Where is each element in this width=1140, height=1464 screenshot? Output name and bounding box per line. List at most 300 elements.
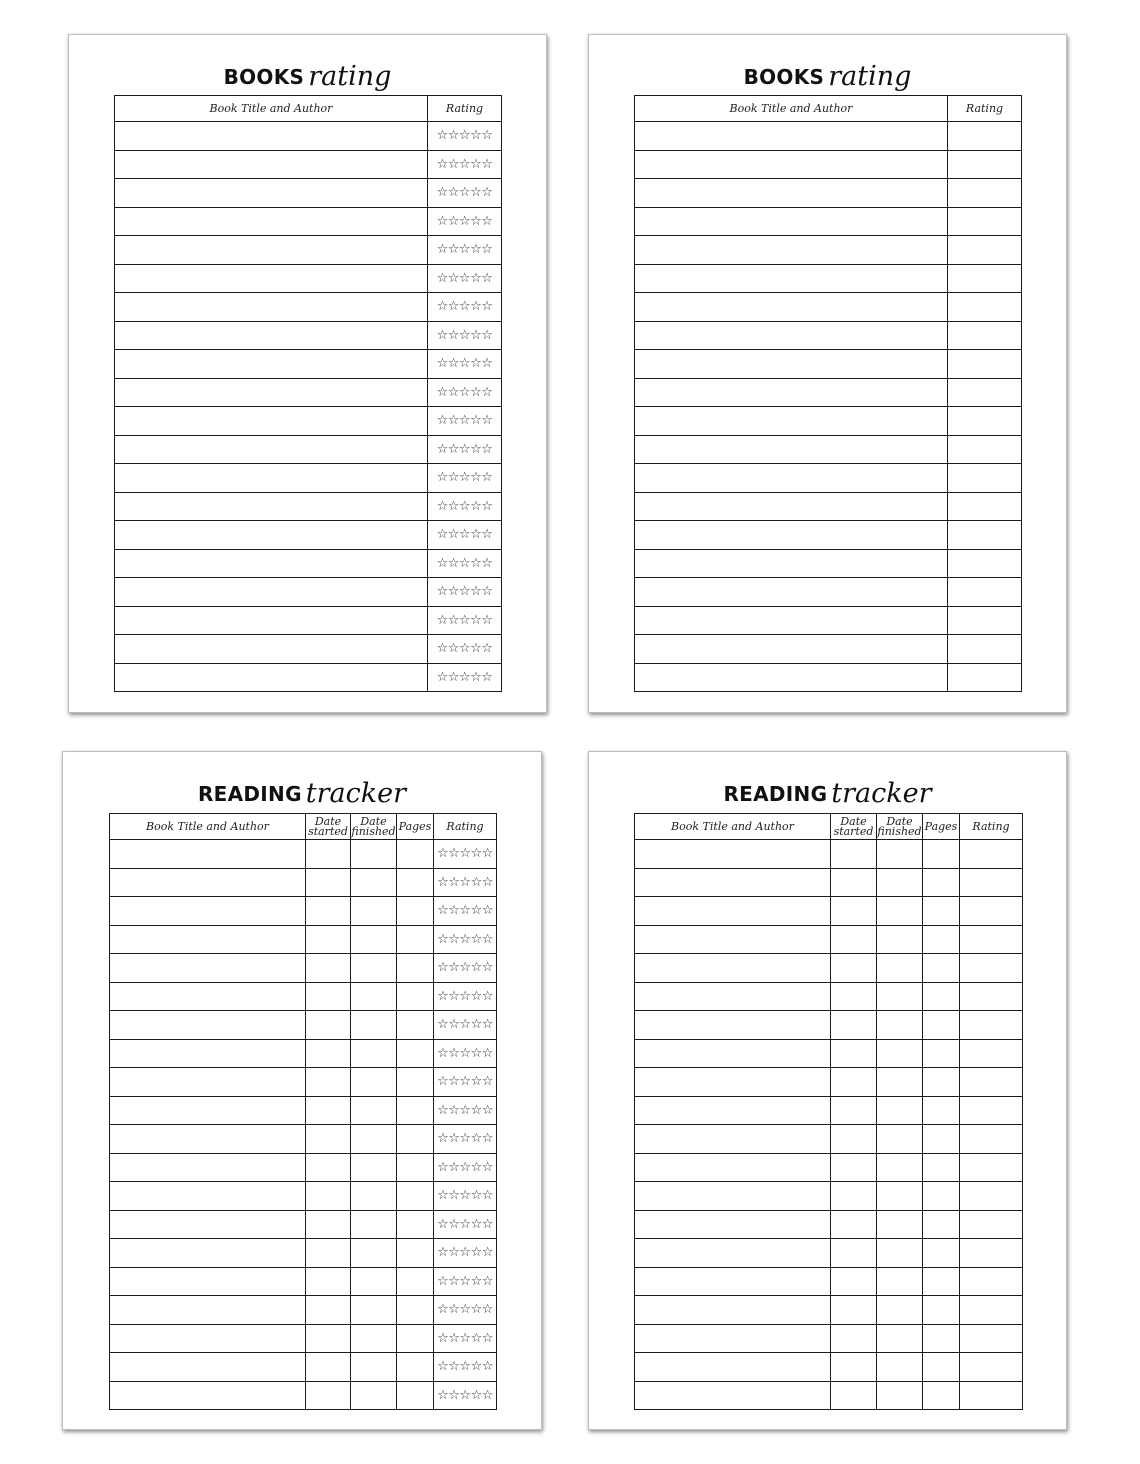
cell-date-started[interactable] bbox=[831, 1353, 877, 1382]
cell-pages[interactable] bbox=[397, 1296, 434, 1325]
cell-date-finished[interactable] bbox=[877, 1239, 923, 1268]
star-rating-icon[interactable]: ☆☆☆☆☆ bbox=[434, 1068, 497, 1097]
cell-book-title-and-author[interactable] bbox=[110, 982, 306, 1011]
cell-date-finished[interactable] bbox=[351, 954, 397, 983]
cell-date-started[interactable] bbox=[831, 1210, 877, 1239]
cell-pages[interactable] bbox=[397, 1239, 434, 1268]
cell-pages[interactable] bbox=[923, 954, 960, 983]
cell-date-finished[interactable] bbox=[877, 1096, 923, 1125]
cell-date-started[interactable] bbox=[306, 1153, 351, 1182]
star-rating-icon[interactable]: ☆☆☆☆☆ bbox=[434, 868, 497, 897]
cell-book-title-and-author[interactable] bbox=[635, 1068, 831, 1097]
cell-rating[interactable] bbox=[960, 1182, 1023, 1211]
star-rating-icon[interactable]: ☆☆☆☆☆ bbox=[434, 925, 497, 954]
star-rating-icon[interactable]: ☆☆☆☆☆ bbox=[434, 1296, 497, 1325]
cell-book-title-and-author[interactable] bbox=[635, 868, 831, 897]
cell-date-started[interactable] bbox=[306, 1096, 351, 1125]
cell-pages[interactable] bbox=[923, 897, 960, 926]
cell-book-title-and-author[interactable] bbox=[635, 521, 948, 550]
cell-rating[interactable] bbox=[960, 1239, 1023, 1268]
cell-date-finished[interactable] bbox=[351, 868, 397, 897]
cell-book-title-and-author[interactable] bbox=[115, 435, 428, 464]
cell-pages[interactable] bbox=[923, 1267, 960, 1296]
cell-book-title-and-author[interactable] bbox=[635, 549, 948, 578]
cell-pages[interactable] bbox=[397, 897, 434, 926]
cell-book-title-and-author[interactable] bbox=[635, 321, 948, 350]
cell-date-started[interactable] bbox=[831, 868, 877, 897]
cell-date-started[interactable] bbox=[306, 868, 351, 897]
cell-date-started[interactable] bbox=[831, 1039, 877, 1068]
cell-book-title-and-author[interactable] bbox=[635, 954, 831, 983]
table-row bbox=[110, 1182, 497, 1211]
cell-date-started[interactable] bbox=[831, 1324, 877, 1353]
star-rating-icon[interactable]: ☆☆☆☆☆ bbox=[434, 1125, 497, 1154]
cell-pages[interactable] bbox=[923, 868, 960, 897]
table-row bbox=[115, 407, 502, 436]
cell-book-title-and-author[interactable] bbox=[635, 1353, 831, 1382]
cell-date-finished[interactable] bbox=[351, 1011, 397, 1040]
cell-book-title-and-author[interactable] bbox=[115, 150, 428, 179]
cell-book-title-and-author[interactable] bbox=[635, 1210, 831, 1239]
star-rating-icon[interactable]: ☆☆☆☆☆ bbox=[434, 982, 497, 1011]
cell-rating[interactable] bbox=[960, 897, 1023, 926]
cell-date-started[interactable] bbox=[831, 1068, 877, 1097]
cell-rating[interactable] bbox=[960, 1381, 1023, 1410]
cell-date-started[interactable] bbox=[831, 840, 877, 869]
cell-book-title-and-author[interactable] bbox=[635, 293, 948, 322]
cell-pages[interactable] bbox=[397, 1068, 434, 1097]
cell-book-title-and-author[interactable] bbox=[635, 1239, 831, 1268]
cell-date-finished[interactable] bbox=[877, 1296, 923, 1325]
cell-book-title-and-author[interactable] bbox=[110, 954, 306, 983]
cell-date-finished[interactable] bbox=[877, 1267, 923, 1296]
cell-book-title-and-author[interactable] bbox=[110, 1182, 306, 1211]
star-rating-icon[interactable]: ☆☆☆☆☆ bbox=[434, 1096, 497, 1125]
cell-pages[interactable] bbox=[397, 1011, 434, 1040]
star-rating-icon[interactable]: ☆☆☆☆☆ bbox=[434, 1182, 497, 1211]
cell-rating[interactable] bbox=[948, 293, 1022, 322]
cell-pages[interactable] bbox=[397, 982, 434, 1011]
cell-rating[interactable] bbox=[960, 1068, 1023, 1097]
cell-rating[interactable] bbox=[960, 1125, 1023, 1154]
cell-date-finished[interactable] bbox=[351, 925, 397, 954]
cell-book-title-and-author[interactable] bbox=[635, 1039, 831, 1068]
star-rating-icon[interactable]: ☆☆☆☆☆ bbox=[428, 122, 502, 151]
cell-date-finished[interactable] bbox=[877, 840, 923, 869]
star-rating-icon[interactable]: ☆☆☆☆☆ bbox=[434, 1239, 497, 1268]
table-row bbox=[635, 378, 1022, 407]
cell-book-title-and-author[interactable] bbox=[110, 1296, 306, 1325]
cell-pages[interactable] bbox=[397, 925, 434, 954]
cell-rating[interactable] bbox=[948, 236, 1022, 265]
star-rating-icon[interactable]: ☆☆☆☆☆ bbox=[428, 293, 502, 322]
star-rating-icon[interactable]: ☆☆☆☆☆ bbox=[428, 236, 502, 265]
cell-pages[interactable] bbox=[397, 1182, 434, 1211]
cell-date-started[interactable] bbox=[831, 897, 877, 926]
cell-date-started[interactable] bbox=[306, 954, 351, 983]
cell-pages[interactable] bbox=[923, 1381, 960, 1410]
cell-pages[interactable] bbox=[923, 1210, 960, 1239]
cell-date-finished[interactable] bbox=[351, 1381, 397, 1410]
cell-book-title-and-author[interactable] bbox=[635, 1296, 831, 1325]
table-row bbox=[110, 982, 497, 1011]
cell-pages[interactable] bbox=[397, 1125, 434, 1154]
cell-rating[interactable] bbox=[960, 1011, 1023, 1040]
cell-book-title-and-author[interactable] bbox=[115, 264, 428, 293]
cell-book-title-and-author[interactable] bbox=[635, 236, 948, 265]
cell-date-finished[interactable] bbox=[351, 982, 397, 1011]
star-rating-icon[interactable]: ☆☆☆☆☆ bbox=[428, 521, 502, 550]
cell-pages[interactable] bbox=[923, 1324, 960, 1353]
star-rating-icon[interactable]: ☆☆☆☆☆ bbox=[434, 1039, 497, 1068]
cell-date-started[interactable] bbox=[306, 1125, 351, 1154]
cell-pages[interactable] bbox=[923, 1353, 960, 1382]
star-rating-icon[interactable]: ☆☆☆☆☆ bbox=[434, 1324, 497, 1353]
table-row bbox=[115, 207, 502, 236]
cell-pages[interactable] bbox=[397, 954, 434, 983]
cell-rating[interactable] bbox=[948, 492, 1022, 521]
cell-date-started[interactable] bbox=[306, 897, 351, 926]
star-rating-icon[interactable]: ☆☆☆☆☆ bbox=[428, 150, 502, 179]
cell-pages[interactable] bbox=[923, 982, 960, 1011]
cell-pages[interactable] bbox=[397, 1096, 434, 1125]
cell-book-title-and-author[interactable] bbox=[635, 1153, 831, 1182]
cell-book-title-and-author[interactable] bbox=[115, 578, 428, 607]
cell-date-finished[interactable] bbox=[877, 1381, 923, 1410]
cell-rating[interactable] bbox=[948, 350, 1022, 379]
cell-date-started[interactable] bbox=[831, 1153, 877, 1182]
cell-rating[interactable] bbox=[948, 435, 1022, 464]
cell-rating[interactable] bbox=[960, 1153, 1023, 1182]
cell-date-finished[interactable] bbox=[351, 1267, 397, 1296]
cell-book-title-and-author[interactable] bbox=[635, 1182, 831, 1211]
cell-book-title-and-author[interactable] bbox=[635, 606, 948, 635]
table-row bbox=[635, 982, 1023, 1011]
cell-pages[interactable] bbox=[923, 1296, 960, 1325]
cell-rating[interactable] bbox=[960, 982, 1023, 1011]
cell-date-started[interactable] bbox=[831, 1125, 877, 1154]
cell-book-title-and-author[interactable] bbox=[635, 663, 948, 692]
star-rating-icon[interactable]: ☆☆☆☆☆ bbox=[434, 1153, 497, 1182]
cell-book-title-and-author[interactable] bbox=[635, 1267, 831, 1296]
star-rating-icon[interactable]: ☆☆☆☆☆ bbox=[428, 578, 502, 607]
cell-book-title-and-author[interactable] bbox=[115, 179, 428, 208]
table-row bbox=[115, 464, 502, 493]
cell-rating[interactable] bbox=[948, 407, 1022, 436]
cell-book-title-and-author[interactable] bbox=[115, 521, 428, 550]
cell-date-finished[interactable] bbox=[877, 1039, 923, 1068]
cell-book-title-and-author[interactable] bbox=[115, 407, 428, 436]
star-rating-icon[interactable]: ☆☆☆☆☆ bbox=[434, 1210, 497, 1239]
star-rating-icon[interactable]: ☆☆☆☆☆ bbox=[434, 1353, 497, 1382]
star-rating-icon[interactable]: ☆☆☆☆☆ bbox=[434, 1267, 497, 1296]
table-row bbox=[115, 350, 502, 379]
cell-date-started[interactable] bbox=[306, 840, 351, 869]
cell-pages[interactable] bbox=[397, 1353, 434, 1382]
cell-book-title-and-author[interactable] bbox=[635, 1096, 831, 1125]
cell-rating[interactable] bbox=[948, 635, 1022, 664]
cell-date-started[interactable] bbox=[306, 1068, 351, 1097]
star-rating-icon[interactable]: ☆☆☆☆☆ bbox=[428, 207, 502, 236]
cell-rating[interactable] bbox=[948, 464, 1022, 493]
cell-pages[interactable] bbox=[923, 1125, 960, 1154]
cell-rating[interactable] bbox=[948, 606, 1022, 635]
sheet-title bbox=[69, 57, 546, 97]
cell-book-title-and-author[interactable] bbox=[635, 1324, 831, 1353]
cell-rating[interactable] bbox=[948, 179, 1022, 208]
cell-date-finished[interactable] bbox=[877, 897, 923, 926]
star-rating-icon[interactable]: ☆☆☆☆☆ bbox=[428, 663, 502, 692]
cell-book-title-and-author[interactable] bbox=[110, 897, 306, 926]
cell-book-title-and-author[interactable] bbox=[635, 1125, 831, 1154]
cell-date-started[interactable] bbox=[831, 1239, 877, 1268]
table-row bbox=[635, 1011, 1023, 1040]
cell-date-started[interactable] bbox=[306, 1182, 351, 1211]
cell-rating[interactable] bbox=[960, 925, 1023, 954]
cell-rating[interactable] bbox=[960, 1267, 1023, 1296]
cell-book-title-and-author[interactable] bbox=[635, 464, 948, 493]
cell-rating[interactable] bbox=[948, 549, 1022, 578]
cell-book-title-and-author[interactable] bbox=[635, 378, 948, 407]
cell-date-started[interactable] bbox=[306, 1324, 351, 1353]
table-row bbox=[110, 1068, 497, 1097]
cell-book-title-and-author[interactable] bbox=[115, 321, 428, 350]
cell-date-finished[interactable] bbox=[351, 1039, 397, 1068]
cell-rating[interactable] bbox=[960, 1324, 1023, 1353]
cell-date-finished[interactable] bbox=[877, 1153, 923, 1182]
cell-date-finished[interactable] bbox=[351, 1153, 397, 1182]
cell-book-title-and-author[interactable] bbox=[115, 207, 428, 236]
cell-date-started[interactable] bbox=[831, 954, 877, 983]
cell-date-finished[interactable] bbox=[877, 982, 923, 1011]
cell-date-finished[interactable] bbox=[351, 1324, 397, 1353]
cell-pages[interactable] bbox=[397, 1210, 434, 1239]
cell-book-title-and-author[interactable] bbox=[110, 868, 306, 897]
cell-date-started[interactable] bbox=[831, 1296, 877, 1325]
cell-book-title-and-author[interactable] bbox=[635, 925, 831, 954]
cell-date-finished[interactable] bbox=[877, 1125, 923, 1154]
cell-book-title-and-author[interactable] bbox=[110, 1125, 306, 1154]
cell-book-title-and-author[interactable] bbox=[110, 1011, 306, 1040]
cell-date-started[interactable] bbox=[306, 1239, 351, 1268]
cell-book-title-and-author[interactable] bbox=[110, 1353, 306, 1382]
cell-date-finished[interactable] bbox=[351, 1068, 397, 1097]
cell-book-title-and-author[interactable] bbox=[110, 1267, 306, 1296]
cell-rating[interactable] bbox=[948, 122, 1022, 151]
cell-date-finished[interactable] bbox=[351, 1296, 397, 1325]
cell-date-started[interactable] bbox=[831, 1011, 877, 1040]
cell-date-finished[interactable] bbox=[351, 1353, 397, 1382]
star-rating-icon[interactable]: ☆☆☆☆☆ bbox=[428, 492, 502, 521]
cell-date-finished[interactable] bbox=[351, 840, 397, 869]
star-rating-icon[interactable]: ☆☆☆☆☆ bbox=[428, 350, 502, 379]
cell-book-title-and-author[interactable] bbox=[110, 1153, 306, 1182]
table-row bbox=[635, 321, 1022, 350]
table-row bbox=[635, 1296, 1023, 1325]
cell-date-started[interactable] bbox=[831, 1182, 877, 1211]
cell-pages[interactable] bbox=[923, 1039, 960, 1068]
cell-book-title-and-author[interactable] bbox=[110, 1324, 306, 1353]
cell-book-title-and-author[interactable] bbox=[635, 150, 948, 179]
star-rating-icon[interactable]: ☆☆☆☆☆ bbox=[428, 179, 502, 208]
cell-date-finished[interactable] bbox=[877, 954, 923, 983]
star-rating-icon[interactable]: ☆☆☆☆☆ bbox=[434, 1011, 497, 1040]
cell-date-finished[interactable] bbox=[351, 897, 397, 926]
cell-pages[interactable] bbox=[923, 1068, 960, 1097]
cell-rating[interactable] bbox=[960, 1039, 1023, 1068]
cell-pages[interactable] bbox=[923, 1153, 960, 1182]
cell-book-title-and-author[interactable] bbox=[115, 606, 428, 635]
cell-book-title-and-author[interactable] bbox=[110, 1381, 306, 1410]
cell-date-started[interactable] bbox=[306, 925, 351, 954]
cell-date-started[interactable] bbox=[831, 1267, 877, 1296]
table-row bbox=[635, 840, 1023, 869]
cell-rating[interactable] bbox=[948, 264, 1022, 293]
cell-rating[interactable] bbox=[960, 868, 1023, 897]
star-rating-icon[interactable]: ☆☆☆☆☆ bbox=[428, 321, 502, 350]
star-rating-icon[interactable]: ☆☆☆☆☆ bbox=[428, 407, 502, 436]
cell-book-title-and-author[interactable] bbox=[110, 1210, 306, 1239]
cell-book-title-and-author[interactable] bbox=[115, 122, 428, 151]
cell-pages[interactable] bbox=[923, 925, 960, 954]
cell-rating[interactable] bbox=[948, 150, 1022, 179]
cell-rating[interactable] bbox=[948, 321, 1022, 350]
cell-book-title-and-author[interactable] bbox=[635, 179, 948, 208]
cell-date-finished[interactable] bbox=[351, 1125, 397, 1154]
cell-pages[interactable] bbox=[397, 1267, 434, 1296]
star-rating-icon[interactable]: ☆☆☆☆☆ bbox=[428, 606, 502, 635]
cell-pages[interactable] bbox=[923, 1239, 960, 1268]
table-row bbox=[635, 179, 1022, 208]
cell-book-title-and-author[interactable] bbox=[635, 492, 948, 521]
cell-pages[interactable] bbox=[397, 1039, 434, 1068]
cell-book-title-and-author[interactable] bbox=[635, 435, 948, 464]
star-rating-icon[interactable]: ☆☆☆☆☆ bbox=[428, 435, 502, 464]
cell-date-started[interactable] bbox=[306, 1039, 351, 1068]
cell-book-title-and-author[interactable] bbox=[635, 407, 948, 436]
cell-rating[interactable] bbox=[948, 521, 1022, 550]
cell-rating[interactable] bbox=[948, 378, 1022, 407]
cell-date-finished[interactable] bbox=[877, 1210, 923, 1239]
cell-book-title-and-author[interactable] bbox=[635, 350, 948, 379]
cell-pages[interactable] bbox=[923, 1182, 960, 1211]
cell-book-title-and-author[interactable] bbox=[110, 1239, 306, 1268]
cell-pages[interactable] bbox=[397, 840, 434, 869]
cell-date-started[interactable] bbox=[306, 1381, 351, 1410]
cell-book-title-and-author[interactable] bbox=[635, 840, 831, 869]
cell-date-started[interactable] bbox=[831, 1381, 877, 1410]
cell-date-finished[interactable] bbox=[351, 1096, 397, 1125]
cell-book-title-and-author[interactable] bbox=[115, 350, 428, 379]
cell-book-title-and-author[interactable] bbox=[635, 578, 948, 607]
star-rating-icon[interactable]: ☆☆☆☆☆ bbox=[428, 264, 502, 293]
cell-date-started[interactable] bbox=[306, 1353, 351, 1382]
header-row bbox=[635, 814, 1023, 840]
cell-book-title-and-author[interactable] bbox=[115, 635, 428, 664]
cell-book-title-and-author[interactable] bbox=[110, 1039, 306, 1068]
cell-date-started[interactable] bbox=[831, 1096, 877, 1125]
cell-rating[interactable] bbox=[960, 840, 1023, 869]
cell-book-title-and-author[interactable] bbox=[635, 635, 948, 664]
cell-rating[interactable] bbox=[960, 1296, 1023, 1325]
cell-rating[interactable] bbox=[948, 207, 1022, 236]
cell-date-finished[interactable] bbox=[877, 1182, 923, 1211]
star-rating-icon[interactable]: ☆☆☆☆☆ bbox=[434, 954, 497, 983]
cell-date-finished[interactable] bbox=[877, 925, 923, 954]
cell-rating[interactable] bbox=[948, 663, 1022, 692]
cell-rating[interactable] bbox=[948, 578, 1022, 607]
cell-book-title-and-author[interactable] bbox=[110, 840, 306, 869]
cell-book-title-and-author[interactable] bbox=[115, 236, 428, 265]
cell-rating[interactable] bbox=[960, 954, 1023, 983]
cell-book-title-and-author[interactable] bbox=[635, 122, 948, 151]
cell-rating[interactable] bbox=[960, 1353, 1023, 1382]
star-rating-icon[interactable]: ☆☆☆☆☆ bbox=[428, 464, 502, 493]
star-rating-icon[interactable]: ☆☆☆☆☆ bbox=[428, 635, 502, 664]
cell-rating[interactable] bbox=[960, 1210, 1023, 1239]
cell-book-title-and-author[interactable] bbox=[115, 492, 428, 521]
cell-book-title-and-author[interactable] bbox=[110, 1096, 306, 1125]
cell-book-title-and-author[interactable] bbox=[635, 982, 831, 1011]
cell-pages[interactable] bbox=[923, 1096, 960, 1125]
cell-book-title-and-author[interactable] bbox=[635, 1381, 831, 1410]
table-row bbox=[635, 207, 1022, 236]
cell-date-finished[interactable] bbox=[877, 1011, 923, 1040]
cell-book-title-and-author[interactable] bbox=[115, 378, 428, 407]
cell-date-finished[interactable] bbox=[877, 1353, 923, 1382]
star-rating-icon[interactable]: ☆☆☆☆☆ bbox=[428, 378, 502, 407]
star-rating-icon[interactable]: ☆☆☆☆☆ bbox=[428, 549, 502, 578]
cell-date-started[interactable] bbox=[306, 982, 351, 1011]
cell-book-title-and-author[interactable] bbox=[115, 663, 428, 692]
header-row bbox=[635, 96, 1022, 122]
cell-pages[interactable] bbox=[397, 1381, 434, 1410]
cell-book-title-and-author[interactable] bbox=[110, 925, 306, 954]
table-row bbox=[115, 179, 502, 208]
cell-date-started[interactable] bbox=[306, 1011, 351, 1040]
cell-pages[interactable] bbox=[923, 840, 960, 869]
cell-date-finished[interactable] bbox=[877, 1068, 923, 1097]
cell-date-finished[interactable] bbox=[351, 1210, 397, 1239]
cell-rating[interactable] bbox=[960, 1096, 1023, 1125]
cell-pages[interactable] bbox=[397, 1324, 434, 1353]
cell-date-started[interactable] bbox=[306, 1210, 351, 1239]
sheet-title bbox=[589, 774, 1066, 814]
cell-date-started[interactable] bbox=[831, 982, 877, 1011]
star-rating-icon[interactable]: ☆☆☆☆☆ bbox=[434, 1381, 497, 1410]
cell-book-title-and-author[interactable] bbox=[635, 207, 948, 236]
cell-book-title-and-author[interactable] bbox=[635, 1011, 831, 1040]
cell-date-finished[interactable] bbox=[351, 1239, 397, 1268]
cell-date-started[interactable] bbox=[831, 925, 877, 954]
cell-book-title-and-author[interactable] bbox=[635, 264, 948, 293]
cell-book-title-and-author[interactable] bbox=[635, 897, 831, 926]
cell-pages[interactable] bbox=[397, 868, 434, 897]
cell-book-title-and-author[interactable] bbox=[115, 549, 428, 578]
star-rating-icon[interactable]: ☆☆☆☆☆ bbox=[434, 897, 497, 926]
cell-book-title-and-author[interactable] bbox=[115, 293, 428, 322]
cell-pages[interactable] bbox=[397, 1153, 434, 1182]
star-rating-icon[interactable]: ☆☆☆☆☆ bbox=[434, 840, 497, 869]
cell-date-finished[interactable] bbox=[877, 1324, 923, 1353]
cell-pages[interactable] bbox=[923, 1011, 960, 1040]
cell-date-started[interactable] bbox=[306, 1267, 351, 1296]
cell-book-title-and-author[interactable] bbox=[110, 1068, 306, 1097]
cell-date-finished[interactable] bbox=[351, 1182, 397, 1211]
cell-date-finished[interactable] bbox=[877, 868, 923, 897]
cell-book-title-and-author[interactable] bbox=[115, 464, 428, 493]
cell-date-started[interactable] bbox=[306, 1296, 351, 1325]
